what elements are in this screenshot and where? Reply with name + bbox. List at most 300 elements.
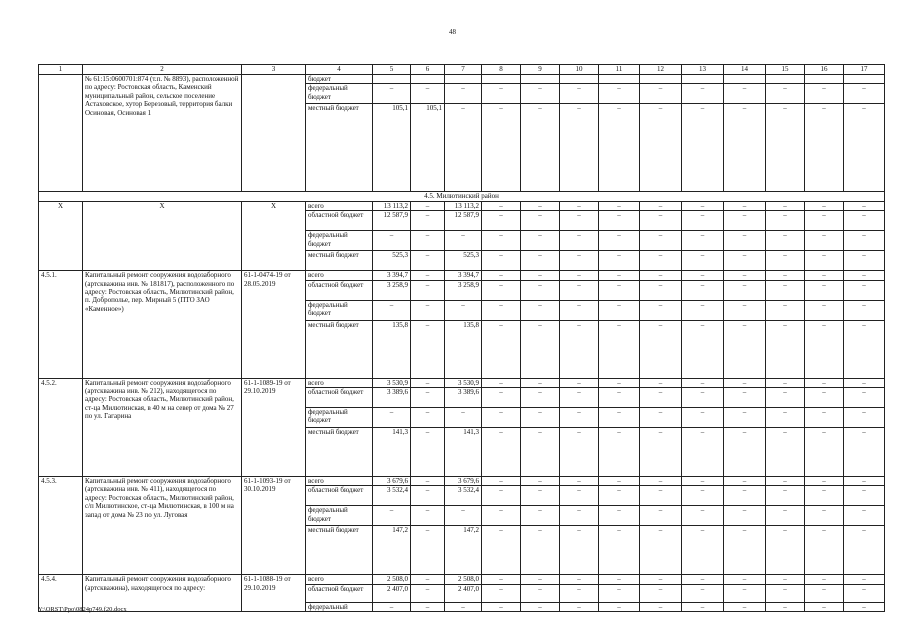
table-cell: – — [682, 408, 724, 428]
table-cell: – — [844, 251, 885, 271]
table-cell: – — [411, 320, 445, 378]
table-cell: – — [844, 320, 885, 378]
table-cell: – — [844, 575, 885, 584]
budget-label: федеральный бюджет — [306, 84, 373, 104]
table-cell: 13 113,2 — [445, 201, 482, 210]
table-cell: 105,1 — [411, 104, 445, 192]
table-cell: – — [844, 84, 885, 104]
table-cell: – — [373, 300, 411, 320]
section-title: 4.5. Милютинский район — [39, 192, 885, 201]
table-cell: – — [724, 506, 766, 526]
budget-label: областной бюджет — [306, 584, 373, 602]
table-cell: – — [682, 486, 724, 506]
table-cell: – — [805, 526, 844, 575]
table-cell: – — [560, 602, 599, 611]
table-cell: – — [521, 575, 560, 584]
column-number: 1 — [39, 65, 83, 75]
table-cell: 3 389,6 — [445, 388, 482, 408]
table-cell: 3 679,6 — [445, 477, 482, 486]
table-cell — [411, 75, 445, 84]
table-cell: – — [805, 584, 844, 602]
table-cell: – — [640, 602, 682, 611]
table-cell: – — [521, 388, 560, 408]
table-cell: – — [599, 251, 640, 271]
table-cell: – — [682, 251, 724, 271]
table-cell: – — [521, 211, 560, 231]
table-cell: – — [560, 320, 599, 378]
table-cell: – — [805, 280, 844, 300]
table-cell: – — [521, 602, 560, 611]
table-cell: – — [844, 602, 885, 611]
table-cell: – — [411, 300, 445, 320]
table-cell: 141,3 — [373, 428, 411, 477]
column-number: 10 — [560, 65, 599, 75]
budget-label: всего — [306, 271, 373, 280]
table-cell: – — [599, 506, 640, 526]
column-number: 9 — [521, 65, 560, 75]
table-cell: – — [599, 320, 640, 378]
column-number: 2 — [83, 65, 242, 75]
table-cell: – — [521, 84, 560, 104]
table-cell: – — [766, 526, 805, 575]
document-number: Х — [242, 201, 306, 270]
table-cell: – — [640, 428, 682, 477]
table-cell: 3 530,9 — [445, 378, 482, 387]
table-cell: 141,3 — [445, 428, 482, 477]
table-cell: – — [482, 201, 521, 210]
table-cell: – — [640, 271, 682, 280]
table-cell: – — [805, 477, 844, 486]
table-cell: – — [521, 526, 560, 575]
table-cell: – — [805, 201, 844, 210]
table-cell: – — [560, 84, 599, 104]
table-row — [39, 271, 885, 280]
table-cell: – — [766, 211, 805, 231]
table-cell: – — [682, 211, 724, 231]
table-cell: – — [599, 575, 640, 584]
table-cell: – — [411, 231, 445, 251]
row-number: 4.5.1. — [39, 271, 83, 378]
table-cell: – — [805, 84, 844, 104]
table-cell: 2 508,0 — [373, 575, 411, 584]
table-cell: – — [640, 575, 682, 584]
table-cell: – — [724, 575, 766, 584]
budget-label: областной бюджет — [306, 280, 373, 300]
table-cell: – — [560, 104, 599, 192]
column-number: 15 — [766, 65, 805, 75]
column-number: 5 — [373, 65, 411, 75]
row-number: 4.5.3. — [39, 477, 83, 575]
table-cell: – — [805, 408, 844, 428]
table-cell: – — [766, 477, 805, 486]
document-number — [242, 75, 306, 192]
table-cell: – — [844, 526, 885, 575]
row-number: Х — [39, 201, 83, 270]
table-cell: – — [482, 84, 521, 104]
table-cell: – — [805, 300, 844, 320]
table-cell: – — [640, 300, 682, 320]
table-cell: – — [482, 300, 521, 320]
table-cell: – — [805, 428, 844, 477]
document-number: 61-1-1088-19 от 29.10.2019 — [242, 575, 306, 612]
table-cell: – — [844, 300, 885, 320]
table-cell: – — [682, 231, 724, 251]
table-cell: – — [640, 506, 682, 526]
budget-label: местный бюджет — [306, 526, 373, 575]
table-cell: – — [560, 408, 599, 428]
table-cell: – — [599, 428, 640, 477]
table-cell: – — [599, 104, 640, 192]
table-cell: – — [482, 388, 521, 408]
table-cell: – — [411, 575, 445, 584]
table-cell: – — [682, 300, 724, 320]
table-cell: – — [599, 526, 640, 575]
row-number: 4.5.2. — [39, 378, 83, 476]
table-cell: 2 407,0 — [445, 584, 482, 602]
table-cell: – — [724, 201, 766, 210]
budget-label: всего — [306, 201, 373, 210]
table-cell: – — [640, 408, 682, 428]
table-cell: – — [482, 602, 521, 611]
table-cell: – — [682, 271, 724, 280]
table-cell: – — [599, 300, 640, 320]
object-name: Х — [83, 201, 242, 270]
table-cell: – — [766, 300, 805, 320]
table-cell: – — [766, 486, 805, 506]
table-cell: – — [640, 388, 682, 408]
table-cell: – — [766, 378, 805, 387]
table-cell: – — [682, 575, 724, 584]
budget-label: местный бюджет — [306, 104, 373, 192]
table-cell: – — [482, 231, 521, 251]
table-cell: – — [411, 271, 445, 280]
table-cell: – — [445, 231, 482, 251]
table-cell: – — [445, 408, 482, 428]
table-cell: – — [844, 271, 885, 280]
table-cell: – — [640, 231, 682, 251]
table-cell: – — [560, 251, 599, 271]
table-cell: – — [411, 211, 445, 231]
table-cell: – — [521, 271, 560, 280]
column-number: 6 — [411, 65, 445, 75]
table-cell: – — [640, 104, 682, 192]
table-cell: – — [724, 486, 766, 506]
table-cell: – — [411, 428, 445, 477]
table-cell: – — [766, 584, 805, 602]
table-cell: – — [844, 486, 885, 506]
table-cell: – — [724, 477, 766, 486]
table-cell: – — [766, 408, 805, 428]
table-cell: – — [482, 575, 521, 584]
table-cell: – — [724, 428, 766, 477]
budget-label: всего — [306, 378, 373, 387]
table-cell: – — [373, 84, 411, 104]
table-cell: – — [521, 231, 560, 251]
document-number: 61-1-1093-19 от 30.10.2019 — [242, 477, 306, 575]
table-cell: – — [844, 231, 885, 251]
table-cell: – — [521, 251, 560, 271]
table-cell: 3 679,6 — [373, 477, 411, 486]
object-name: Капитальный ремонт сооружения водозаборного (артскважина инв. № 181817), расположенного по адресу: Ростовская область, Милютинский район, п. Доброполье, пер. Мирный 5 (ПТО ЗАО «Каменное») — [83, 271, 242, 378]
table-cell: – — [766, 231, 805, 251]
column-number: 17 — [844, 65, 885, 75]
table-cell: – — [805, 602, 844, 611]
table-cell: – — [844, 477, 885, 486]
table-cell: – — [599, 408, 640, 428]
table-cell: – — [805, 104, 844, 192]
table-cell: – — [560, 280, 599, 300]
table-cell: – — [766, 428, 805, 477]
table-cell: – — [560, 584, 599, 602]
table-cell: – — [682, 388, 724, 408]
table-cell: – — [521, 280, 560, 300]
table-cell: – — [724, 104, 766, 192]
table-cell: – — [482, 506, 521, 526]
table-cell: 3 258,9 — [445, 280, 482, 300]
table-cell: – — [599, 486, 640, 506]
table-cell: – — [521, 477, 560, 486]
table-cell: – — [599, 84, 640, 104]
table-cell: – — [682, 378, 724, 387]
budget-label: бюджет — [306, 75, 373, 84]
column-number: 8 — [482, 65, 521, 75]
table-cell: – — [682, 280, 724, 300]
table-cell: – — [482, 211, 521, 231]
table-cell: 3 258,9 — [373, 280, 411, 300]
table-cell: – — [724, 408, 766, 428]
table-header-row — [39, 65, 885, 75]
table-cell: – — [724, 320, 766, 378]
table-cell: – — [373, 231, 411, 251]
object-name: № 61:15:0600701:874 (т.п. № 8893), расположенной по адресу: Ростовская область, Каменский муниципальный район, сельское поселение Астаховское, хутор Березовый, территория балки Осиновая, Осиновая 1 — [83, 75, 242, 192]
budget-label: местный бюджет — [306, 251, 373, 271]
table-cell: 135,8 — [445, 320, 482, 378]
table-cell: – — [640, 280, 682, 300]
table-cell: – — [599, 378, 640, 387]
table-cell: – — [521, 486, 560, 506]
table-cell: – — [805, 388, 844, 408]
table-row — [39, 575, 885, 584]
table-cell: 12 587,9 — [445, 211, 482, 231]
document-number: 61-1-1089-19 от 29.10.2019 — [242, 378, 306, 476]
table-cell: 3 389,6 — [373, 388, 411, 408]
table-cell: – — [682, 84, 724, 104]
table-cell: – — [482, 280, 521, 300]
table-cell: – — [724, 300, 766, 320]
table-cell: 2 508,0 — [445, 575, 482, 584]
table-cell: 3 532,4 — [445, 486, 482, 506]
table-cell: – — [373, 506, 411, 526]
table-cell: – — [640, 84, 682, 104]
table-cell: – — [599, 388, 640, 408]
table-cell: – — [766, 506, 805, 526]
table-cell: – — [640, 584, 682, 602]
table-cell: – — [724, 251, 766, 271]
table-cell: – — [411, 486, 445, 506]
table-row — [39, 378, 885, 387]
budget-label: федеральный бюджет — [306, 408, 373, 428]
budget-label: федеральный бюджет — [306, 300, 373, 320]
table-cell: – — [482, 320, 521, 378]
table-cell: – — [844, 280, 885, 300]
table-cell: – — [640, 211, 682, 231]
table-row — [39, 477, 885, 486]
table-cell: – — [724, 584, 766, 602]
table-cell — [682, 75, 724, 84]
table-cell: – — [599, 271, 640, 280]
table-cell: – — [766, 320, 805, 378]
table-cell: – — [482, 378, 521, 387]
table-cell — [560, 75, 599, 84]
table-cell: – — [805, 506, 844, 526]
table-cell: – — [682, 526, 724, 575]
table-cell: – — [521, 320, 560, 378]
section-row — [39, 192, 885, 201]
table-cell: – — [682, 428, 724, 477]
table-cell: – — [766, 271, 805, 280]
table-cell: – — [521, 584, 560, 602]
table-cell: 135,8 — [373, 320, 411, 378]
table-cell: – — [560, 428, 599, 477]
table-cell: – — [445, 300, 482, 320]
table-cell: – — [560, 477, 599, 486]
table-cell: – — [411, 280, 445, 300]
table-cell: – — [521, 201, 560, 210]
table-cell: – — [844, 104, 885, 192]
table-cell: – — [411, 477, 445, 486]
table-cell: 2 407,0 — [373, 584, 411, 602]
column-number: 7 — [445, 65, 482, 75]
table-cell: – — [411, 602, 445, 611]
table-cell: 12 587,9 — [373, 211, 411, 231]
table-cell: – — [682, 584, 724, 602]
table-cell: – — [805, 271, 844, 280]
table-cell: – — [482, 408, 521, 428]
table-cell: – — [599, 584, 640, 602]
table-cell: – — [560, 506, 599, 526]
table-cell: 3 532,4 — [373, 486, 411, 506]
table-cell: – — [724, 280, 766, 300]
table-cell: – — [805, 251, 844, 271]
table-cell: – — [844, 211, 885, 231]
column-number: 13 — [682, 65, 724, 75]
table-cell: – — [482, 104, 521, 192]
table-cell: – — [373, 602, 411, 611]
table-cell: – — [411, 584, 445, 602]
budget-label: местный бюджет — [306, 428, 373, 477]
table-cell: 13 113,2 — [373, 201, 411, 210]
table-cell — [599, 75, 640, 84]
table-cell: – — [682, 602, 724, 611]
table-cell: – — [682, 477, 724, 486]
table-cell: – — [766, 602, 805, 611]
table-cell: – — [482, 251, 521, 271]
table-cell: – — [766, 201, 805, 210]
budget-label: федеральный — [306, 602, 373, 611]
table-cell: – — [482, 477, 521, 486]
column-number: 3 — [242, 65, 306, 75]
table-cell: – — [445, 506, 482, 526]
table-cell: – — [521, 506, 560, 526]
table-cell: – — [560, 378, 599, 387]
object-name: Капитальный ремонт сооружения водозаборного (артскважина инв. № 411), находящегося по адресу: Ростовская область, Милютинский район, с/п Милютинское, ст-ца Милютинская, в 100 м на запад от дома № 23 по ул. Луговая — [83, 477, 242, 575]
table-cell: – — [844, 378, 885, 387]
budget-label: федеральный бюджет — [306, 506, 373, 526]
table-cell: – — [724, 211, 766, 231]
table-cell: 147,2 — [445, 526, 482, 575]
table-cell: – — [445, 84, 482, 104]
budget-table — [38, 64, 885, 612]
table-cell: – — [640, 486, 682, 506]
table-cell: – — [445, 104, 482, 192]
table-cell: – — [599, 231, 640, 251]
table-cell: – — [640, 251, 682, 271]
table-cell: – — [640, 477, 682, 486]
table-cell: – — [805, 575, 844, 584]
table-cell: – — [599, 201, 640, 210]
table-cell: – — [521, 104, 560, 192]
table-cell — [521, 75, 560, 84]
budget-label: областной бюджет — [306, 486, 373, 506]
table-cell: – — [560, 211, 599, 231]
table-cell: – — [411, 251, 445, 271]
table-cell — [640, 75, 682, 84]
table-cell: – — [521, 408, 560, 428]
table-cell: – — [560, 271, 599, 280]
table-row — [39, 201, 885, 210]
table-cell: – — [682, 506, 724, 526]
table-cell: – — [560, 300, 599, 320]
table-cell: – — [805, 231, 844, 251]
table-cell: – — [682, 320, 724, 378]
table-cell: – — [724, 602, 766, 611]
table-cell: – — [844, 506, 885, 526]
table-cell: – — [411, 84, 445, 104]
table-cell: – — [560, 526, 599, 575]
table-cell: – — [640, 378, 682, 387]
table-row — [39, 75, 885, 84]
table-cell: – — [766, 84, 805, 104]
column-number: 16 — [805, 65, 844, 75]
table-cell: – — [766, 251, 805, 271]
column-number: 12 — [640, 65, 682, 75]
table-cell: – — [844, 201, 885, 210]
table-cell: – — [445, 602, 482, 611]
table-cell: – — [560, 201, 599, 210]
table-cell: – — [844, 584, 885, 602]
table-cell: – — [482, 428, 521, 477]
table-cell: – — [805, 211, 844, 231]
table-cell: – — [560, 575, 599, 584]
table-cell — [724, 75, 766, 84]
column-number: 11 — [599, 65, 640, 75]
table-cell — [482, 75, 521, 84]
table-cell: – — [411, 201, 445, 210]
table-cell: – — [724, 388, 766, 408]
table-cell: – — [805, 320, 844, 378]
table-cell: – — [521, 378, 560, 387]
table-cell: – — [724, 84, 766, 104]
table-cell: – — [599, 280, 640, 300]
table-cell: – — [373, 408, 411, 428]
table-cell: – — [805, 486, 844, 506]
table-cell: – — [599, 211, 640, 231]
table-cell: 525,3 — [445, 251, 482, 271]
table-cell: – — [766, 280, 805, 300]
table-cell: – — [411, 506, 445, 526]
budget-label: федеральный бюджет — [306, 231, 373, 251]
table-cell: – — [724, 231, 766, 251]
